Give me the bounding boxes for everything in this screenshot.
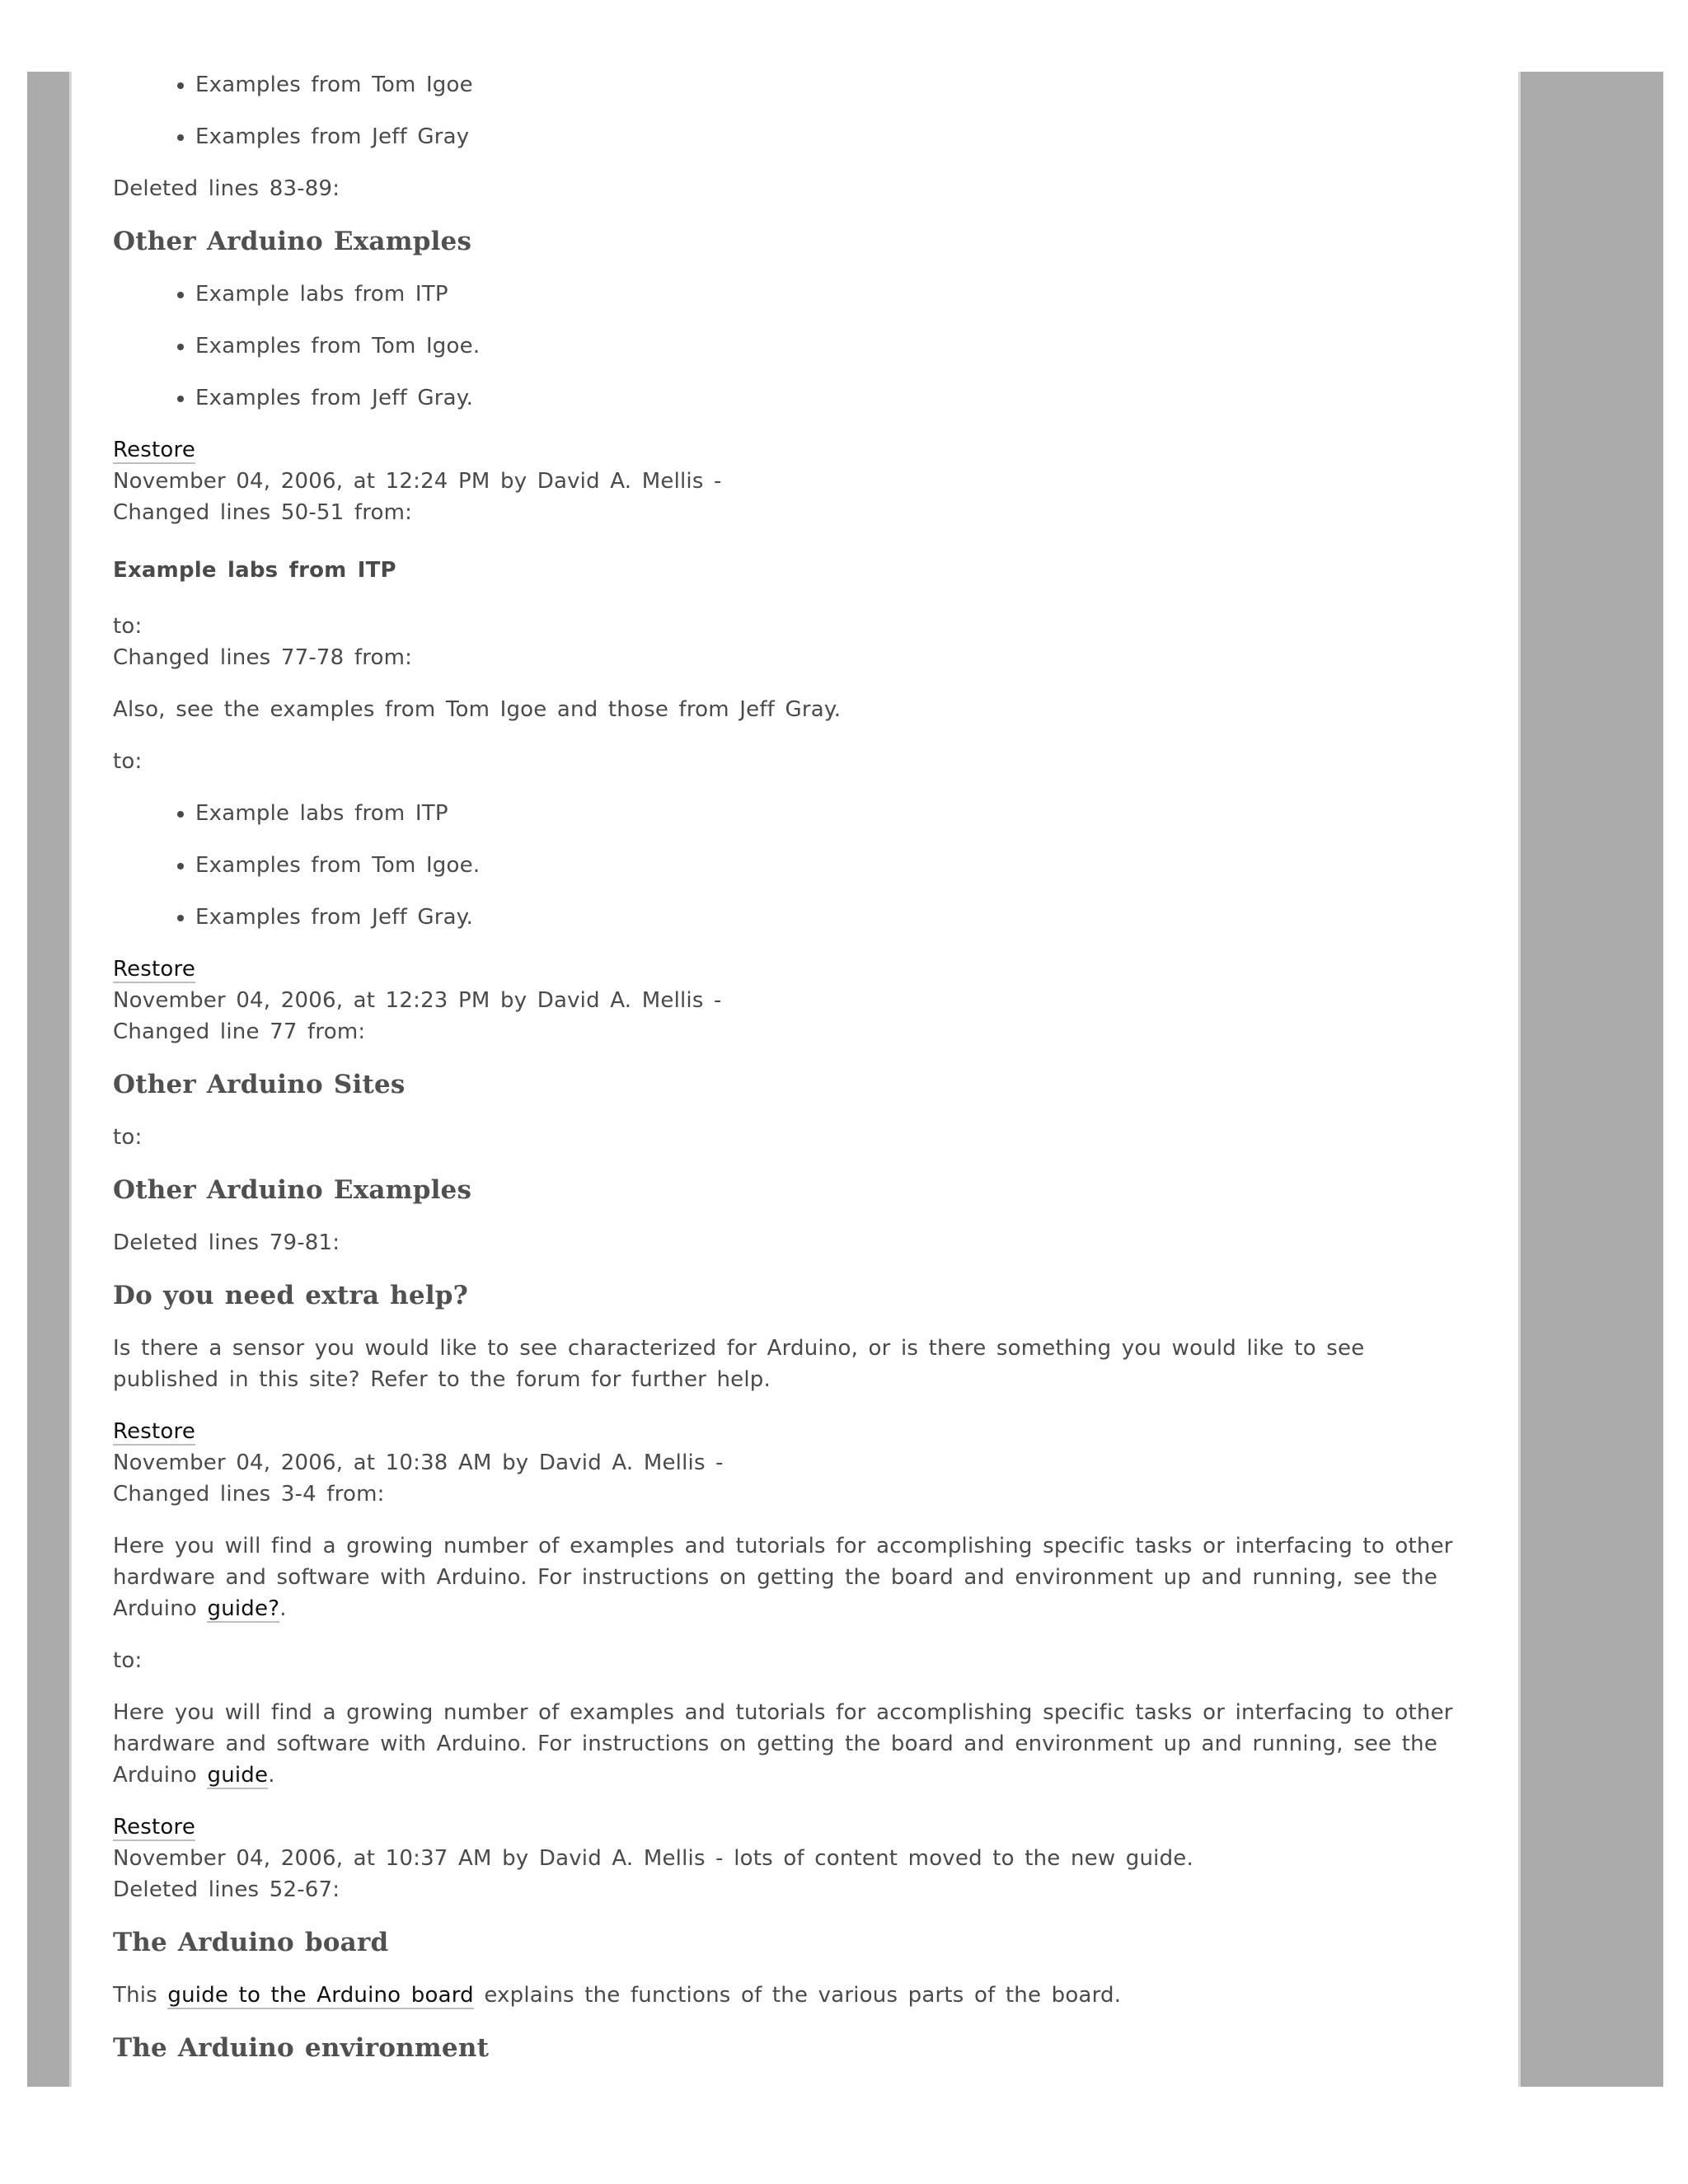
list-item: • Examples from Jeff Gray. [195,382,1465,414]
paragraph: Also, see the examples from Tom Igoe and those from Jeff Gray. [113,697,842,722]
to-label: to: [113,749,143,774]
list-item: • Examples from Jeff Gray. [195,902,1465,933]
deleted-lines-text: Deleted lines 83-89: [113,176,340,201]
heading-other-examples: Other Arduino Examples [113,1175,472,1205]
examples-list [113,798,1465,933]
revision-meta: November 04, 2006, at 10:38 AM by David A. Mellis - [113,1451,724,1475]
restore-link[interactable]: Restore [113,438,196,462]
guide-link[interactable]: guide? [207,1596,280,1621]
changed-lines-text: Changed lines 77-78 from: [113,645,413,670]
paragraph-text: Here you will find a growing number of examples and tutorials for accomplishing specific tasks or interfacing to other hardware and software with Arduino. For instructions on getting the board and environment up and running, see the Arduino [113,1700,1453,1788]
bold-heading-text: Example labs from ITP [113,558,396,583]
list-item: • Examples from Tom Igoe. [195,850,1465,881]
paragraph [113,1530,1465,1624]
restore-link[interactable]: Restore [113,957,196,982]
restore-link[interactable]: Restore [113,1815,196,1840]
right-margin-bar [1518,72,1663,2087]
to-label: to: [113,614,143,639]
deleted-lines-text: Deleted lines 79-81: [113,1230,340,1255]
period: . [279,1596,287,1621]
changed-lines-text: Changed lines 50-51 from: [113,500,413,525]
guide-link[interactable]: guide [207,1763,269,1788]
revision-meta: November 04, 2006, at 10:37 AM by David A. Mellis - lots of content moved to the new guide. [113,1846,1193,1871]
deleted-lines-text: Deleted lines 52-67: [113,1877,340,1902]
heading-other-sites: Other Arduino Sites [113,1070,406,1099]
revision-meta: November 04, 2006, at 12:23 PM by David A. Mellis - [113,988,722,1013]
paragraph [113,1697,1465,1791]
heading-arduino-environment: The Arduino environment [113,2033,490,2063]
revision-history-content [113,69,1465,2085]
paragraph [113,1980,1465,2011]
period: . [268,1763,275,1788]
paragraph-text: explains the functions of the various parts of the board. [484,1983,1122,2008]
to-label: to: [113,1648,143,1673]
left-margin-bar [27,72,72,2087]
changed-lines-text: Changed lines 3-4 from: [113,1482,385,1507]
list-item: • Example labs from ITP [195,798,1465,829]
to-label: to: [113,1125,143,1150]
changed-lines-text: Changed line 77 from: [113,1019,366,1044]
list-item: • Examples from Jeff Gray [195,121,1465,152]
list-item: • Example labs from ITP [195,279,1465,310]
paragraph-text: Here you will find a growing number of examples and tutorials for accomplishing specific tasks or interfacing to other hardware and software with Arduino. For instructions on getting the board and environment up and running, see the Arduino [113,1534,1453,1621]
revision-meta: November 04, 2006, at 12:24 PM by David A. Mellis - [113,469,722,494]
heading-extra-help: Do you need extra help? [113,1281,469,1310]
top-list [113,69,1465,152]
restore-link[interactable]: Restore [113,1419,196,1444]
list-item: • Examples from Tom Igoe. [195,330,1465,362]
heading-arduino-board: The Arduino board [113,1928,389,1957]
paragraph: Is there a sensor you would like to see characterized for Arduino, or is there something you would like to see published in this site? Refer to the forum for further help. [113,1336,1365,1392]
heading-other-examples: Other Arduino Examples [113,227,472,256]
board-guide-link[interactable]: guide to the Arduino board [167,1983,474,2008]
paragraph-text: This [113,1983,157,2008]
list-item: • Examples from Tom Igoe [195,69,1465,101]
examples-list [113,279,1465,414]
